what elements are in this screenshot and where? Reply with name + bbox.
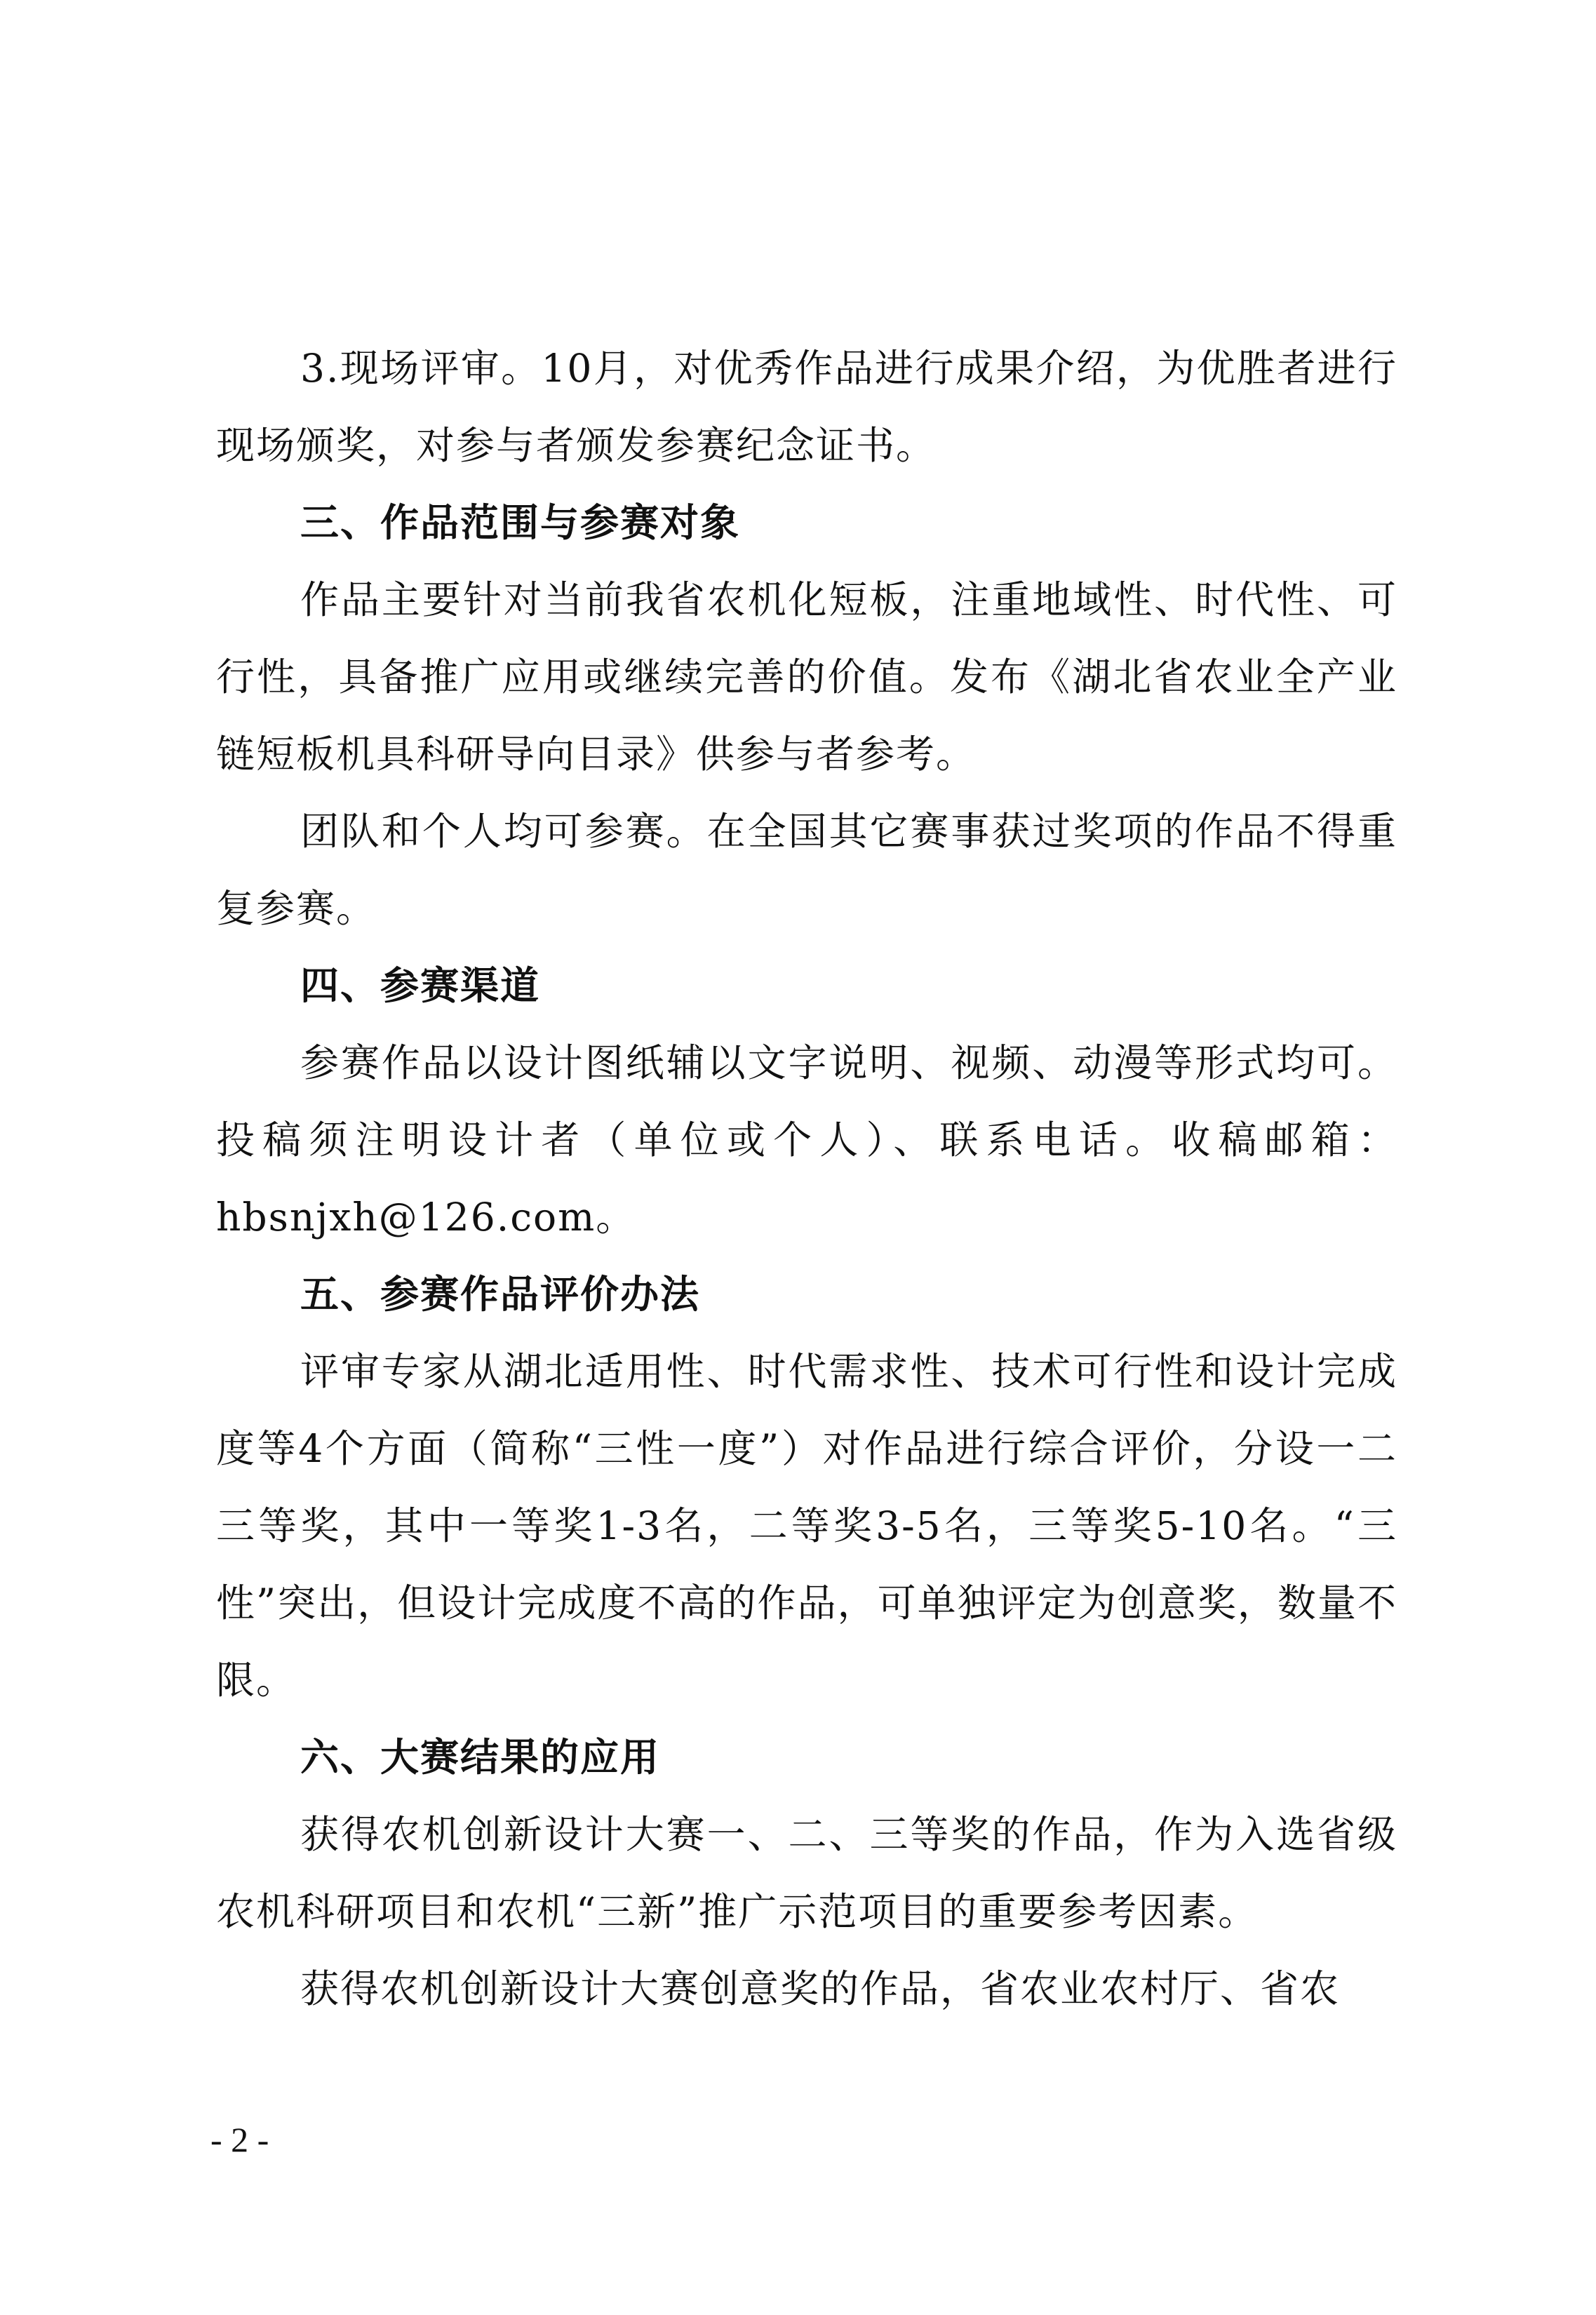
paragraph-participants: 团队和个人均可参赛。在全国其它赛事获过奖项的作品不得重复参赛。 bbox=[216, 809, 1397, 931]
paragraph-creative-award: 获得农机创新设计大赛创意奖的作品，省农业农村厅、省农 bbox=[300, 1966, 1341, 2011]
paragraph-submission: 参赛作品以设计图纸辅以文字说明、视频、动漫等形式均可。投稿须注明设计者（单位或个人）、联系电话。收稿邮箱：hbsnjxh@126.com。 bbox=[216, 1040, 1397, 1240]
document-body bbox=[216, 330, 1397, 2027]
heading-submission-channel: 四、参赛渠道 bbox=[300, 963, 541, 1008]
heading-results-application: 六、大赛结果的应用 bbox=[300, 1735, 661, 1780]
heading-scope-and-participants: 三、作品范围与参赛对象 bbox=[300, 500, 741, 545]
paragraph-evaluation: 评审专家从湖北适用性、时代需求性、技术可行性和设计完成度等4个方面（简称“三性一度”）对作品进行综合评价，分设一二三等奖，其中一等奖1-3名，二等奖3-5名，三等奖5-10名。“三性”突出，但设计完成度不高的作品，可单独评定为创意奖，数量不限。 bbox=[216, 1349, 1397, 1703]
paragraph-scope: 作品主要针对当前我省农机化短板，注重地域性、时代性、可行性，具备推广应用或继续完善的价值。发布《湖北省农业全产业链短板机具科研导向目录》供参与者参考。 bbox=[216, 577, 1397, 777]
paragraph-onsite-review: 3.现场评审。10月，对优秀作品进行成果介绍，为优胜者进行现场颁奖，对参与者颁发参赛纪念证书。 bbox=[216, 346, 1397, 468]
heading-evaluation-method: 五、参赛作品评价办法 bbox=[300, 1272, 701, 1317]
page-number: - 2 - bbox=[210, 2120, 269, 2159]
paragraph-results-awards: 获得农机创新设计大赛一、二、三等奖的作品，作为入选省级农机科研项目和农机“三新”推广示范项目的重要参考因素。 bbox=[216, 1812, 1397, 1934]
